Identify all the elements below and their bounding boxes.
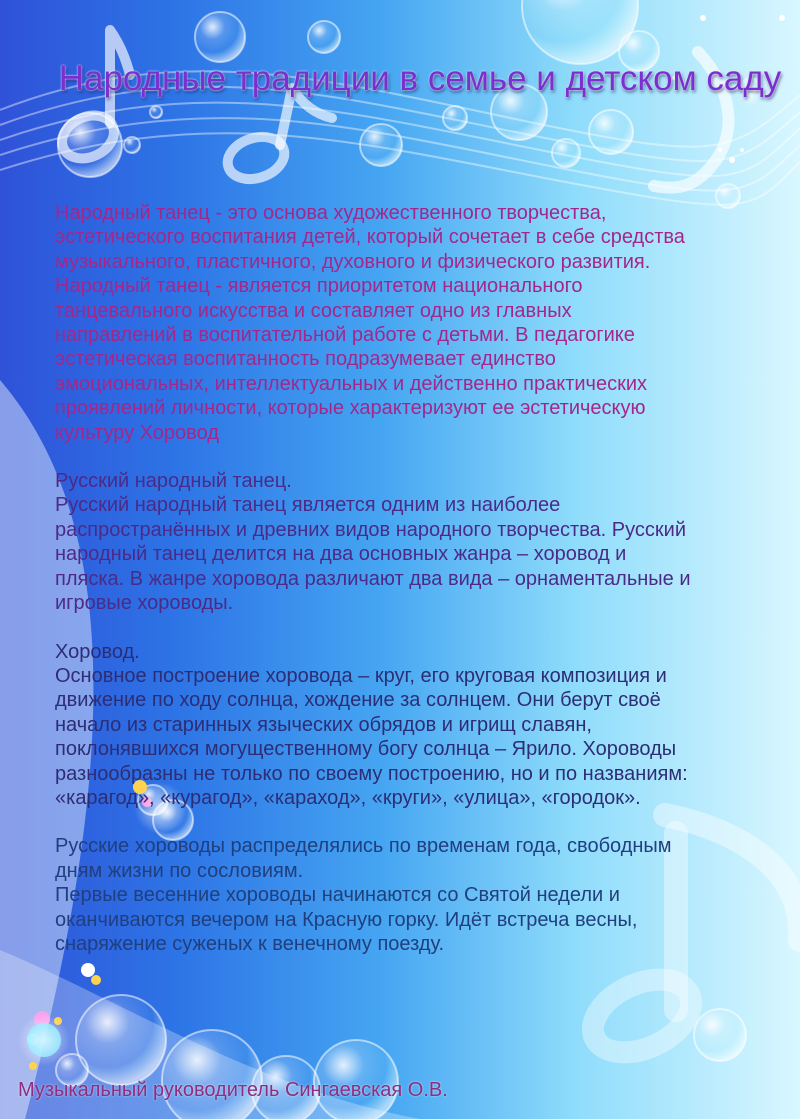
- russian-folk-dance-paragraph: Русский народный танец. Русский народный танец является одним из наиболее распространённых и древних видов народного творчества. Русский народный танец делится на два основных жанра – хоровод и пляска. В жанре хоровода различают два вида – орнаментальные и игровые хороводы.: [55, 470, 691, 615]
- intro-paragraph: Народный танец - это основа художественного творчества, эстетического воспитания детей, который сочетает в себе средства музыкального, пластичного, духовного и физического развития. Народный танец - является приоритетом национального танцевального искусства и составляет одно из главных направлений в воспитательной работе с детьми. В педагогике эстетическая воспитанность подразумевает единство эмоциональных, интеллектуальных и действенно практических проявлений личности, которые характеризуют ее эстетическую культуру Хоровод: [55, 202, 685, 444]
- khorovod-paragraph: Хоровод. Основное построение хоровода – круг, его круговая композиция и движение по ходу солнца, хождение за солнцем. Они берут своё начало из старинных языческих обрядов и игрищ славян, поклонявшихся могущественному богу солнца – Ярило. Хороводы разнообразны не только по своему построению, но и по названиям: «карагод», «курагод», «караход», «круги», «улица», «городок».: [55, 640, 688, 809]
- paragraph-spacer: [55, 616, 767, 640]
- paragraph-spacer: [55, 810, 767, 834]
- article-text: [55, 201, 767, 956]
- paragraph-spacer: [55, 445, 767, 469]
- page-title: Народные традиции в семье и детском саду: [58, 59, 782, 98]
- seasonal-khorovod-paragraph: Русские хороводы распределялись по временам года, свободным дням жизни по сословиям. Первые весенние хороводы начинаются со Святой недели и оканчиваются вечером на Красную горку. Идёт встреча весны, снаряжение суженых к венечному поезду.: [55, 835, 672, 955]
- author-footer: Музыкальный руководитель Сингаевская О.В.: [18, 1079, 448, 1101]
